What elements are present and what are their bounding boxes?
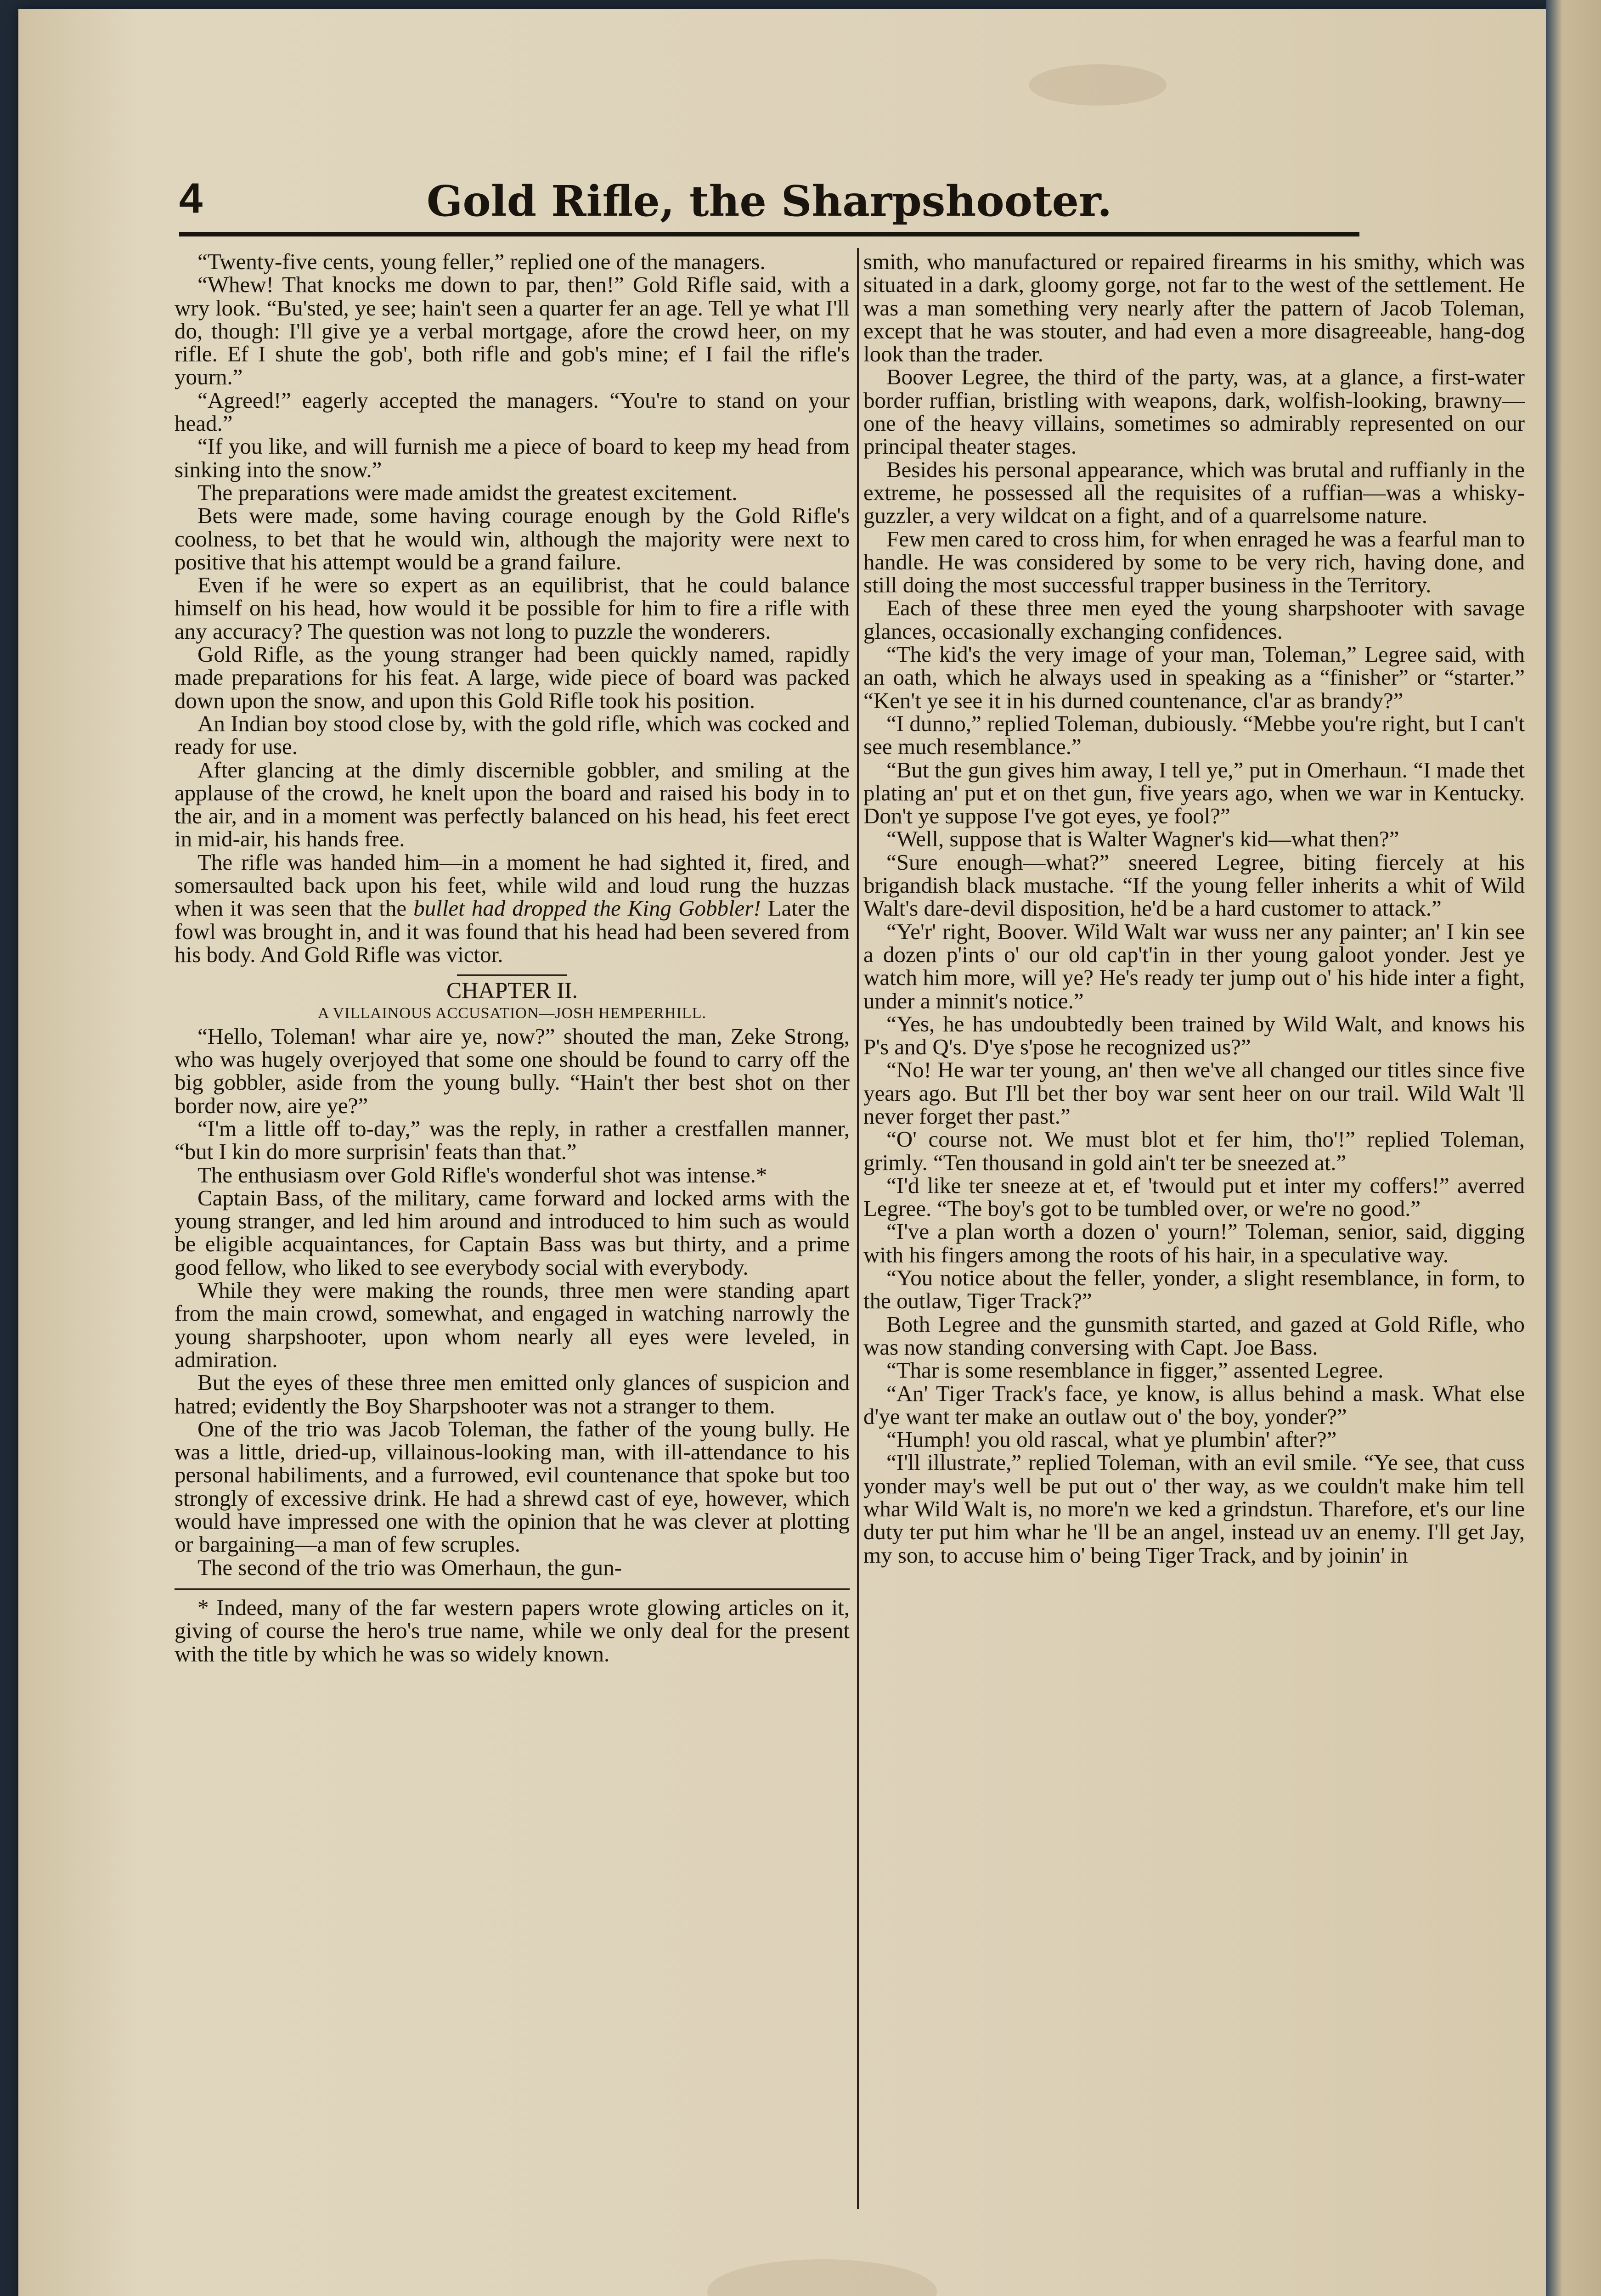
- paragraph: While they were making the rounds, three men were standing apart from the main crowd, somewhat, and engaged in watching narrowly the young sharpshooter, upon whom nearly all eyes were leveled, in admiration.: [175, 1277, 850, 1372]
- header-rule: [179, 232, 1359, 236]
- paper-stain: [707, 2259, 937, 2296]
- paragraph: “Whew! That knocks me down to par, then!” Gold Rifle said, with a wry look. “Bu'sted, ye see; hain't seen a quarter fer an age. Tell ye what I'll do, though: I'll give ye a verbal mortgage, afore the crowd heer, on my rifle. Ef I shute the gob', both rifle and gob's mine; ef I fail the rifle's yourn.”: [175, 272, 850, 390]
- page-number: 4: [179, 175, 203, 222]
- paragraph: “Twenty-five cents, young feller,” replied one of the managers.: [197, 249, 766, 274]
- paragraph: “But the gun gives him away, I tell ye,” put in Omerhaun. “I made thet plating an' put et on thet gun, five years ago, when we war in Kentucky. Don't ye suppose I've got eyes, ye fool?”: [863, 757, 1525, 829]
- paragraph: Boover Legree, the third of the party, was, at a glance, a first-water border ruffian, bristling with weapons, dark, wolfish-looking, brawny—one of the heavy villains, sometimes so admirably represented on our principal theater stages.: [863, 364, 1525, 459]
- paragraph: smith, who manufactured or repaired firearms in his smithy, which was situated in a dark, gloomy gorge, not far to the west of the settlement. He was a man something very nearly after the pattern of Jacob Toleman, except that he was stouter, and had even a more disagreeable, hang-dog look than the trader.: [863, 249, 1525, 367]
- paragraph: “I'd like ter sneeze at et, ef 'twould put et inter my coffers!” averred Legree. “The boy's got to be tumbled over, or we're no good.”: [863, 1172, 1525, 1221]
- paragraph: “I've a plan worth a dozen o' yourn!” Toleman, senior, said, digging with his fingers among the roots of his hair, in a speculative way.: [863, 1219, 1525, 1267]
- paragraph: After glancing at the dimly discernible gobbler, and smiling at the applause of the crowd, he knelt upon the board and raised his body in to the air, and in a moment was perfectly balanced on his head, his feet erect in mid-air, his hands free.: [175, 757, 850, 852]
- footnote-rule: [175, 1588, 850, 1590]
- paragraph: “Yes, he has undoubtedly been trained by Wild Walt, and knows his P's and Q's. D'ye s'pose he recognized us?”: [863, 1011, 1525, 1060]
- paragraph: Few men cared to cross him, for when enraged he was a fearful man to handle. He was considered by some to be very rich, having done, and still doing the most successful trapper business in the Territory.: [863, 526, 1525, 598]
- chapter-title: CHAPTER II.: [446, 977, 578, 1003]
- paragraph: “I'll illustrate,” replied Toleman, with an evil smile. “Ye see, that cuss yonder may's well be put out o' ther way, as we couldn't make him tell whar Wild Walt is, no more'n we ked a grindstun. Tharefore, et's our line duty ter put him whar he 'll be an angel, instead uv an enemy. I'll get Jay, my son, to accuse him o' being Tiger Track, and by joinin' in: [863, 1450, 1525, 1568]
- paragraph: “Agreed!” eagerly accepted the managers. “You're to stand on your head.”: [175, 387, 850, 436]
- paragraph: “Well, suppose that is Walter Wagner's kid—what then?”: [886, 826, 1399, 852]
- paragraph: “The kid's the very image of your man, Toleman,” Legree said, with an oath, which he always used in speaking as a “finisher” or “starter.” “Ken't ye see it in his durned countenance, cl'ar as brandy?”: [863, 642, 1525, 713]
- right-column: [863, 250, 1525, 1567]
- paragraph: “Sure enough—what?” sneered Legree, biting fiercely at his brigandish black mustache. “If the young feller inherits a whit of Wild Walt's dare-devil disposition, he'd be a hard customer to attack.”: [863, 849, 1525, 921]
- text-run: The rifle was handed him—in a moment he had sighted it, fired, and somersaulted back upon his feet, while wild and loud rung the huzzas when it was seen that the: [175, 849, 850, 921]
- text-run: Later the fowl was brought in, and it was found that his head had been severed from his body. And Gold Rifle was victor.: [175, 895, 850, 967]
- paragraph: “No! He war ter young, an' then we've all changed our titles since five years ago. But I'll bet ther boy war sent heer on our trail. Wild Walt 'll never forget ther past.”: [863, 1057, 1525, 1129]
- footnote: [175, 1596, 850, 1666]
- section-rule: [457, 974, 567, 976]
- paragraph: “You notice about the feller, yonder, a slight resemblance, in form, to the outlaw, Tiger Track?”: [863, 1265, 1525, 1314]
- paragraph: [175, 851, 850, 966]
- paragraph: “I'm a little off to-day,” was the reply, in rather a crestfallen manner, “but I kin do more surprisin' feats than that.”: [175, 1115, 850, 1165]
- paragraph: But the eyes of these three men emitted only glances of suspicion and hatred; evidently the Boy Sharpshooter was not a stranger to them.: [175, 1370, 850, 1418]
- italic-text: bullet had dropped the King Gobbler!: [413, 895, 761, 921]
- paragraph: “If you like, and will furnish me a piece of board to keep my head from sinking into the snow.”: [175, 433, 850, 482]
- footnote-text: * Indeed, many of the far western papers wrote glowing articles on it, giving of course the hero's true name, while we only deal for the present with the title by which he was so widely known.: [175, 1594, 850, 1666]
- paragraph: One of the trio was Jacob Toleman, the father of the young bully. He was a little, dried-up, villainous-looking man, with ill-attendance to his personal habiliments, and a furrowed, evil countenance that spoke but too strongly of excessive drink. He had a shrewd cast of eye, however, which would have impressed one with the opinion that he was clever at plotting or bargaining—a man of few scruples.: [175, 1416, 850, 1557]
- chapter-subtitle: A VILLAINOUS ACCUSATION—JOSH HEMPERHILL.: [318, 1004, 706, 1022]
- paragraph: Gold Rifle, as the young stranger had been quickly named, rapidly made preparations for his feat. A large, wide piece of board was packed down upon the snow, and upon this Gold Rifle took his position.: [175, 642, 850, 713]
- column-divider: [857, 248, 859, 2209]
- paragraph: “I dunno,” replied Toleman, dubiously. “Mebbe you're right, but I can't see much resemblance.”: [863, 710, 1525, 760]
- paragraph: “Hello, Toleman! whar aire ye, now?” shouted the man, Zeke Strong, who was hugely overjoyed that some one should be found to carry off the big gobbler, aside from the young bully. “Hain't ther best shot on ther border now, aire ye?”: [175, 1023, 850, 1118]
- paragraph: “Thar is some resemblance in figger,” assented Legree.: [886, 1357, 1384, 1383]
- paragraph: The preparations were made amidst the greatest excitement.: [197, 479, 738, 505]
- page-header: [179, 174, 1359, 230]
- paragraph: “Humph! you old rascal, what ye plumbin' after?”: [886, 1427, 1337, 1452]
- paragraph: Bets were made, some having courage enough by the Gold Rifle's coolness, to bet that he would win, although the majority were next to positive that his attempt would be a grand failure.: [175, 503, 850, 574]
- paragraph: The second of the trio was Omerhaun, the gun-: [197, 1554, 622, 1580]
- left-column: [175, 250, 850, 1666]
- paragraph: Captain Bass, of the military, came forward and locked arms with the young stranger, and led him around and introduced to him such as would be eligible acquaintances, for Captain Bass was but thirty, and a prime good fellow, who liked to see everybody social with everybody.: [175, 1185, 850, 1280]
- paragraph: “Ye'r' right, Boover. Wild Walt war wuss ner any painter; an' I kin see a dozen p'ints o' our old cap't'in in ther young galoot yonder. Jest ye watch him more, will ye? He's ready ter jump out o' his hide inter a fight, under a minnit's notice.”: [863, 918, 1525, 1013]
- paragraph: The enthusiasm over Gold Rifle's wonderful shot was intense.*: [197, 1162, 767, 1187]
- paragraph: Besides his personal appearance, which was brutal and ruffianly in the extreme, he possessed all the requisites of a ruffian—was a whisky-guzzler, a very wildcat on a fight, and of a quarrelsome nature.: [863, 456, 1525, 529]
- running-title: Gold Rifle, the Sharpshooter.: [426, 176, 1112, 226]
- paragraph: Each of these three men eyed the young sharpshooter with savage glances, occasionally exchanging confidences.: [863, 595, 1525, 644]
- paragraph: “An' Tiger Track's face, ye know, is allus behind a mask. What else d'ye want ter make an outlaw out o' the boy, yonder?”: [863, 1380, 1525, 1429]
- paragraph: Both Legree and the gunsmith started, and gazed at Gold Rifle, who was now standing conversing with Capt. Joe Bass.: [863, 1311, 1525, 1360]
- adjacent-page-edge: [1546, 0, 1601, 2296]
- paragraph: An Indian boy stood close by, with the gold rifle, which was cocked and ready for use.: [175, 710, 850, 760]
- paper-stain: [1029, 64, 1167, 106]
- paragraph: “O' course not. We must blot et fer him, tho'!” replied Toleman, grimly. “Ten thousand in gold ain't ter be sneezed at.”: [863, 1126, 1525, 1175]
- paragraph: Even if he were so expert as an equilibrist, that he could balance himself on his head, how would it be possible for him to fire a rifle with any accuracy? The question was not long to puzzle the wonderers.: [175, 572, 850, 644]
